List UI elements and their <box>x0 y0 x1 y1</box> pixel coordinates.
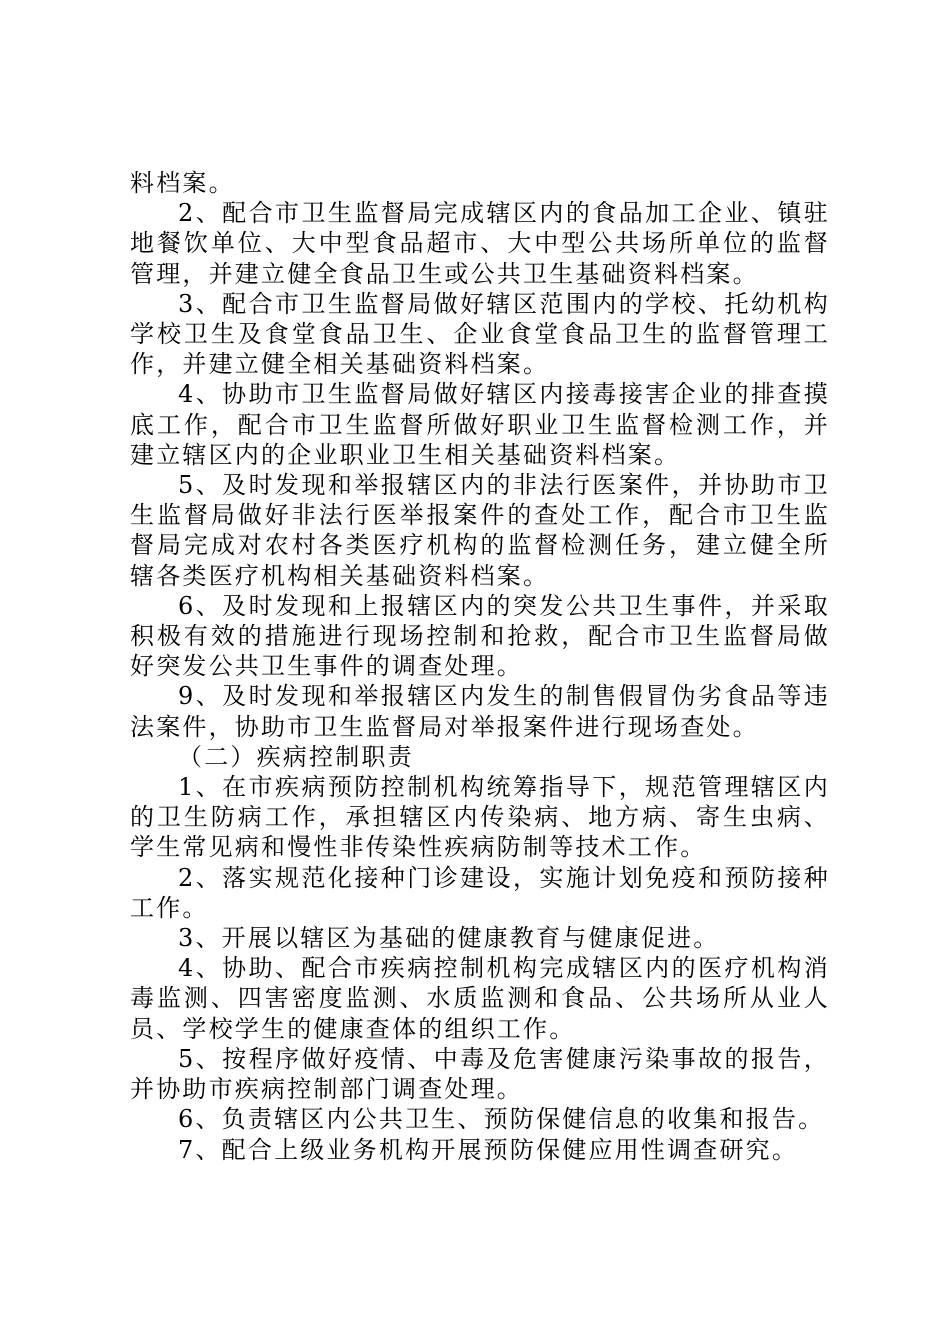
paragraph-continuation: 料档案。 <box>130 169 235 197</box>
paragraph-item-4: 4、协助市卫生监督局做好辖区内接毒接害企业的排查摸底工作，配合市卫生监督所做好职业卫生监督检测工作，并建立辖区内的企业职业卫生相关基础资料档案。 <box>130 380 830 469</box>
paragraph-item-5: 5、及时发现和举报辖区内的非法行医案件，并协助市卫生监督局做好非法行医举报案件的查处工作，配合市卫生监督局完成对农村各类医疗机构的监督检测任务，建立健全所辖各类医疗机构相关基础资料档案。 <box>130 471 830 590</box>
section-heading-disease-control: （二）疾病控制职责 <box>178 742 414 771</box>
paragraph-item-3: 3、配合市卫生监督局做好辖区范围内的学校、托幼机构学校卫生及食堂食品卫生、企业食堂食品卫生的监督管理工作，并建立健全相关基础资料档案。 <box>130 289 830 379</box>
paragraph-dc-item-3: 3、开展以辖区为基础的健康教育与健康促进。 <box>178 924 720 953</box>
paragraph-item-9: 9、及时发现和举报辖区内发生的制售假冒伪劣食品等违法案件，协助市卫生监督局对举报案件进行现场查处。 <box>130 682 830 741</box>
paragraph-dc-item-7: 7、配合上级业务机构开展预防保健应用性调查研究。 <box>178 1135 799 1164</box>
paragraph-item-6: 6、及时发现和上报辖区内的突发公共卫生事件，并采取积极有效的措施进行现场控制和抢救，配合市卫生监督局做好突发公共卫生事件的调查处理。 <box>130 591 830 681</box>
paragraph-dc-item-4: 4、协助、配合市疾病控制机构完成辖区内的医疗机构消毒监测、四害密度监测、水质监测和食品、公共场所从业人员、学校学生的健康查体的组织工作。 <box>130 954 830 1043</box>
document-body <box>130 168 830 1165</box>
paragraph-dc-item-2: 2、落实规范化接种门诊建设，实施计划免疫和预防接种工作。 <box>130 863 830 922</box>
paragraph-dc-item-6: 6、负责辖区内公共卫生、预防保健信息的收集和报告。 <box>178 1105 825 1134</box>
paragraph-dc-item-5: 5、按程序做好疫情、中毒及危害健康污染事故的报告，并协助市疾病控制部门调查处理。 <box>130 1044 830 1104</box>
paragraph-dc-item-1: 1、在市疾病预防控制机构统筹指导下，规范管理辖区内的卫生防病工作，承担辖区内传染病、地方病、寄生虫病、学生常见病和慢性非传染性疾病防制等技术工作。 <box>130 773 830 862</box>
paragraph-item-2: 2、配合市卫生监督局完成辖区内的食品加工企业、镇驻地餐饮单位、大中型食品超市、大中型公共场所单位的监督管理，并建立健全食品卫生或公共卫生基础资料档案。 <box>130 199 830 288</box>
